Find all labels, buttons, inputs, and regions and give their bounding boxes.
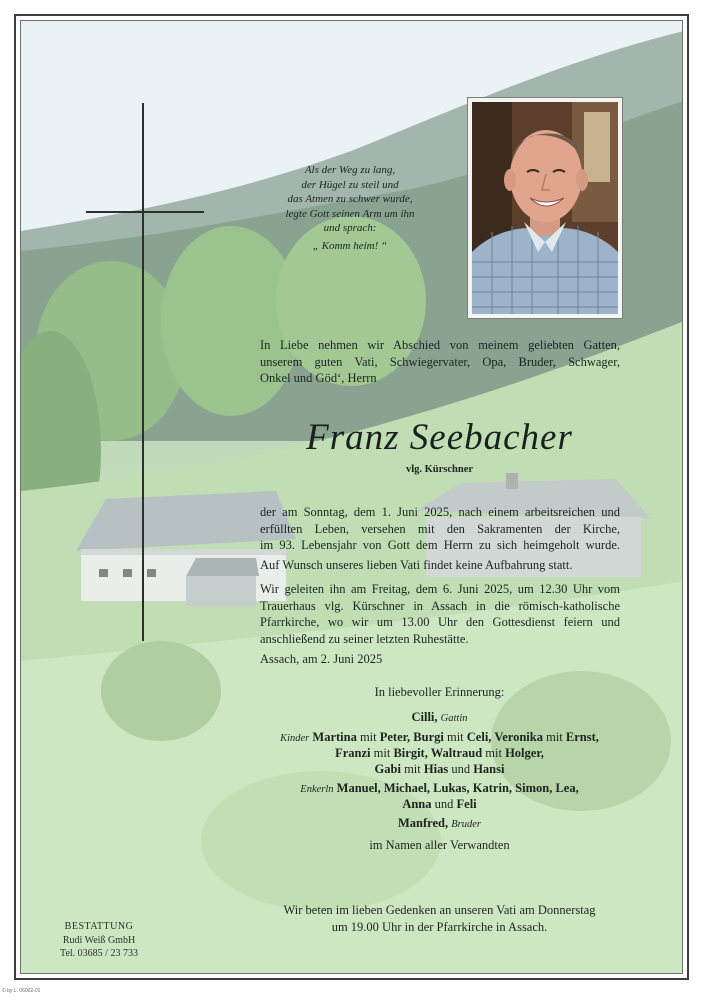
mourner-grandchildren-line-2: [262, 796, 617, 813]
portrait-frame: [467, 97, 623, 319]
child-partner-name: Hias: [423, 762, 449, 776]
poem-line: und sprach:: [323, 222, 377, 234]
children-role: Kinder: [280, 733, 310, 744]
child-name: Martina: [312, 730, 357, 744]
death-announcement-paragraph: [260, 504, 620, 554]
mourner-wife: [262, 709, 617, 727]
relatives-line: im Namen aller Verwandten: [369, 838, 510, 852]
poem-line: der Hügel zu steil und: [301, 178, 399, 191]
mourner-brother: [262, 815, 617, 833]
portrait-photo: [472, 102, 618, 314]
conjunction: mit: [546, 730, 563, 744]
viewing-notice: [260, 557, 620, 574]
child-name: Franzi: [335, 746, 371, 760]
closing-line: Wir beten im lieben Gedenken an unseren Vati am Donnerstag: [283, 903, 596, 917]
poem-line: das Atmen zu schwer wurde,: [287, 193, 413, 205]
grandchild-name: Anna: [402, 797, 432, 811]
mourners-title: In liebevoller Erinnerung:: [374, 685, 505, 699]
cross-horizontal-bar: [86, 211, 204, 213]
conjunction: mit: [359, 730, 377, 744]
paragraph-line: Pfarrkirche, wo wir um 13.00 Uhr den Gottesdienst feiern und: [260, 615, 620, 629]
intro-line: unserem guten Vati, Schwiegervater, Opa, Bruder, Schwager,: [260, 354, 620, 369]
undertaker-phone: Tel. 03685 / 23 733: [60, 948, 138, 959]
portrait-illustration: [472, 102, 618, 314]
closing-line: um 19.00 Uhr in der Pfarrkirche in Assach.: [331, 919, 548, 934]
child-name: Burgi: [413, 730, 444, 744]
child-name: Waltraud: [430, 746, 483, 760]
undertaker-info: [44, 920, 154, 961]
funeral-details-paragraph: [260, 581, 620, 647]
child-partner-name: Birgit,: [393, 746, 428, 760]
closing-prayer-note: [262, 902, 617, 935]
wife-role: Gattin: [440, 713, 468, 724]
conjunction: und: [434, 797, 454, 811]
child-name: Gabi: [374, 762, 401, 776]
grandchildren-role: Enkerln: [300, 784, 334, 795]
paragraph-line: Trauerhaus vlg. Kürschner in Assach in die römisch-katholische: [260, 598, 620, 613]
child-name: Hansi: [473, 762, 505, 776]
conjunction: mit: [446, 730, 464, 744]
child-partner-name: Ernst,: [565, 730, 599, 744]
intro-line: Onkel und Göd‘, Herrn: [260, 371, 377, 385]
paragraph-line: Wir geleiten ihn am Freitag, dem 6. Juni 2025, um 12.30 Uhr vom: [260, 582, 620, 596]
grandchild-name: Feli: [456, 797, 477, 811]
brother-role: Bruder: [451, 819, 481, 830]
paragraph-line: im 93. Lebensjahr von Gott dem Herrn zu sich heimgeholt wurde.: [260, 538, 620, 552]
intro-line: In Liebe nehmen wir Abschied von meinem geliebten Gatten,: [260, 338, 620, 352]
place-and-date: Assach, am 2. Juni 2025: [260, 652, 383, 666]
conjunction: und: [451, 762, 471, 776]
child-partner-name: Holger,: [505, 746, 544, 760]
paragraph-line: der am Sonntag, dem 1. Juni 2025, nach einem arbeitsreichen und: [260, 505, 620, 519]
wife-name: Cilli,: [411, 710, 438, 724]
paragraph-line: anschließend zu seiner letzten Ruhestätte.: [260, 631, 469, 646]
poem-line: Als der Weg zu lang,: [304, 164, 396, 176]
undertaker-title: BESTATTUNG: [64, 921, 134, 932]
conjunction: mit: [404, 762, 421, 776]
deceased-vulgo-name: vlg. Kürschner: [405, 464, 474, 475]
cross-vertical-bar: [142, 103, 144, 641]
child-partner-name: Peter,: [379, 730, 411, 744]
mourner-children-line-2: [262, 745, 617, 762]
undertaker-company: Rudi Weiß GmbH: [62, 934, 136, 946]
poem-line: legte Gott seinen Arm um ihn: [285, 207, 415, 220]
paragraph-line: Auf Wunsch unseres lieben Vati findet keine Aufbahrung statt.: [260, 558, 573, 572]
conjunction: mit: [373, 746, 391, 760]
intro-paragraph: [260, 337, 620, 387]
memorial-poem: [250, 163, 450, 253]
brother-name: Manfred,: [398, 816, 449, 830]
poem-quote: „ Komm heim! “: [312, 239, 388, 252]
print-code: © by L. 06002-01: [2, 988, 41, 994]
child-name: Veronika: [494, 730, 543, 744]
paragraph-line: erfüllten Leben, versehen mit den Sakramenten der Kirche,: [260, 521, 620, 536]
mourner-children-line-3: [262, 761, 617, 778]
deceased-name: Franz Seebacher: [306, 417, 573, 458]
child-partner-name: Celi,: [466, 730, 492, 744]
conjunction: mit: [485, 746, 502, 760]
grandchildren-names: Manuel, Michael, Lukas, Katrin, Simon, Lea,: [336, 781, 579, 795]
